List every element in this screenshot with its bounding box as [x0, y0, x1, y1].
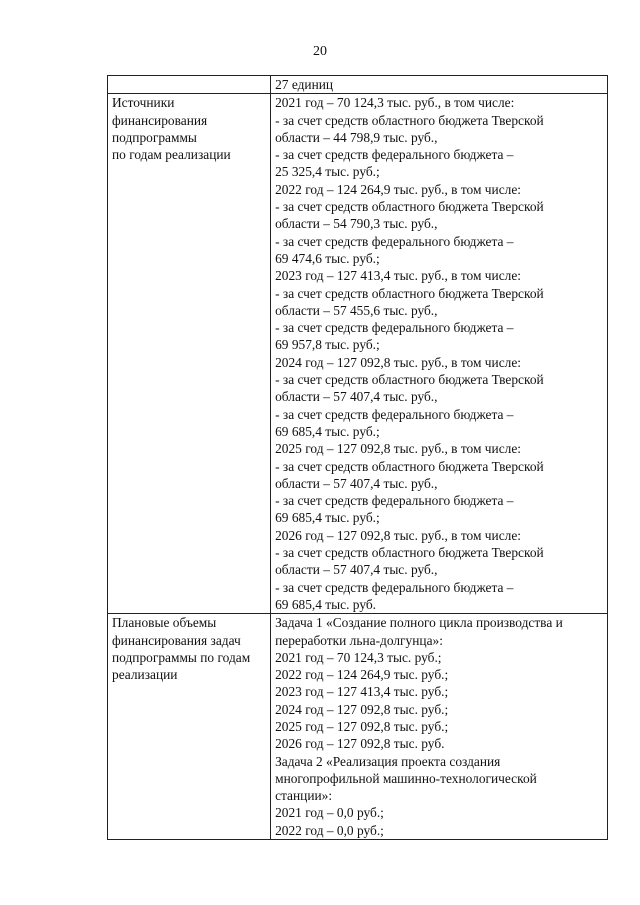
label-line: реализации [112, 667, 178, 683]
value-line: Задача 2 «Реализация проекта создания [275, 753, 501, 769]
value-line: 69 685,4 тыс. руб. [275, 596, 376, 612]
value-line: многопрофильной машинно-технологической [275, 770, 537, 786]
value-line: 25 325,4 тыс. руб.; [275, 164, 380, 180]
value-line: - за счет средств федерального бюджета – [275, 233, 514, 249]
value-line: 2023 год – 127 413,4 тыс. руб.; [275, 684, 449, 700]
value-line: - за счет средств областного бюджета Тверской [275, 199, 544, 215]
value-line: Задача 1 «Создание полного цикла производства и [275, 615, 563, 631]
row-value-tasks-financing [271, 614, 608, 840]
label-line: Плановые объемы [112, 615, 217, 631]
value-line: 2021 год – 70 124,3 тыс. руб.; [275, 649, 442, 665]
value-line: 2021 год – 0,0 руб.; [275, 805, 384, 821]
value-line: 2024 год – 127 092,8 тыс. руб.; [275, 701, 449, 717]
value-line: области – 44 798,9 тыс. руб., [275, 129, 438, 145]
label-line: Источники [112, 95, 175, 111]
value-line: - за счет средств областного бюджета Тверской [275, 372, 544, 388]
value-line: 2026 год – 127 092,8 тыс. руб., в том числе: [275, 527, 521, 543]
value-line: 2022 год – 124 264,9 тыс. руб., в том числе: [275, 181, 521, 197]
value-line: переработки льна-долгунца»: [275, 632, 443, 648]
label-line: подпрограммы по годам [112, 649, 251, 665]
value-line: области – 57 407,4 тыс. руб., [275, 389, 438, 405]
value-line: 2025 год – 127 092,8 тыс. руб.; [275, 718, 449, 734]
label-line: финансирования задач [112, 632, 241, 648]
value-line: 2022 год – 0,0 руб.; [275, 822, 384, 838]
value-line: - за счет средств федерального бюджета – [275, 579, 514, 595]
label-line: по годам реализации [112, 147, 231, 163]
value-line: 69 685,4 тыс. руб.; [275, 423, 380, 439]
label-line: финансирования [112, 112, 208, 128]
value-line: 69 957,8 тыс. руб.; [275, 337, 380, 353]
label-line: подпрограммы [112, 129, 197, 145]
value-line: 27 единиц [275, 77, 334, 92]
value-line: станции»: [275, 788, 333, 804]
value-line: - за счет средств федерального бюджета – [275, 320, 514, 336]
row-value [271, 76, 608, 94]
row-label-financing-sources [108, 94, 271, 614]
row-label-empty [108, 76, 271, 94]
value-line: 2022 год – 124 264,9 тыс. руб.; [275, 667, 449, 683]
value-line: - за счет средств областного бюджета Тверской [275, 458, 544, 474]
value-line: 2026 год – 127 092,8 тыс. руб. [275, 736, 445, 752]
value-line: - за счет средств областного бюджета Тверской [275, 112, 544, 128]
table-row [108, 94, 608, 614]
table-row [108, 614, 608, 840]
value-line: области – 57 407,4 тыс. руб., [275, 562, 438, 578]
page-number: 20 [313, 44, 327, 59]
value-line: 69 685,4 тыс. руб.; [275, 510, 380, 526]
passport-table [107, 75, 608, 840]
value-line: 2025 год – 127 092,8 тыс. руб., в том числе: [275, 441, 521, 457]
value-line: - за счет средств федерального бюджета – [275, 406, 514, 422]
value-line: - за счет средств федерального бюджета – [275, 147, 514, 163]
value-line: - за счет средств федерального бюджета – [275, 493, 514, 509]
row-label-planned-volumes [108, 614, 271, 840]
value-line: области – 57 407,4 тыс. руб., [275, 475, 438, 491]
value-line: 2021 год – 70 124,3 тыс. руб., в том числе: [275, 95, 515, 111]
value-line: 69 474,6 тыс. руб.; [275, 250, 380, 266]
value-line: - за счет средств областного бюджета Тверской [275, 545, 544, 561]
value-line: 2024 год – 127 092,8 тыс. руб., в том числе: [275, 354, 521, 370]
value-line: области – 57 455,6 тыс. руб., [275, 302, 438, 318]
row-value-financing-by-year [271, 94, 608, 614]
value-line: 2023 год – 127 413,4 тыс. руб., в том числе: [275, 268, 521, 284]
value-line: - за счет средств областного бюджета Тверской [275, 285, 544, 301]
value-line: области – 54 790,3 тыс. руб., [275, 216, 438, 232]
table-row [108, 76, 608, 94]
